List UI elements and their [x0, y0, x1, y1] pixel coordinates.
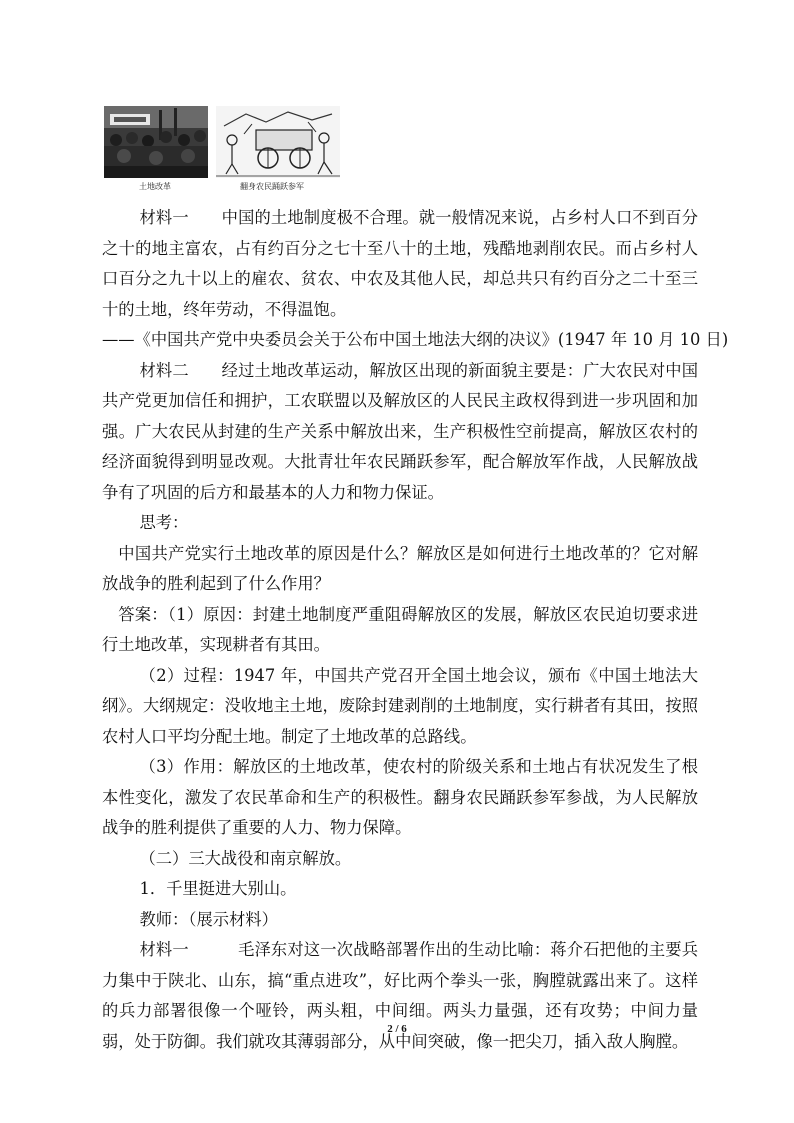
figure-group [104, 106, 344, 196]
citation: ——《中国共产党中央委员会关于公布中国土地法大纲的决议》(1947 年 10 月 10 日) [102, 330, 729, 349]
paragraph: （3）作用：解放区的土地改革，使农村的阶级关系和土地占有状况发生了根本性变化，激发了农民革命和生产的积极性。翻身农民踊跃参军参战，为人民解放战争的胜利提供了重要的人力、物力保障。 [102, 757, 698, 837]
paragraph: 材料二 经过土地改革运动，解放区出现的新面貌主要是：广大农民对中国共产党更加信任和拥护，工农联盟以及解放区的人民民主政权得到进一步巩固和加强。广大农民从封建的生产关系中解放出来，生产积极性空前提高，解放区农村的经济面貌得到明显改观。大批青壮年农民踊跃参军，配合解放军作战，人民解放战争有了巩固的后方和最基本的人力和物力保证。 [102, 360, 698, 502]
peasants-enlist-drawing [216, 106, 340, 178]
paragraph: 材料一 毛泽东对这一次战略部署作出的生动比喻：蒋介石把他的主要兵力集中于陕北、山东，搞“重点进攻”，好比两个拳头一张，胸膛就露出来了。这样的兵力部署很像一个哑铃，两头粗，中间细。两头力量强，还有攻势；中间力量弱，处于防御。我们就攻其薄弱部分，从中间突破，像一把尖刀，插入敌人胸膛。 [102, 940, 698, 1051]
paragraph: 中国共产党实行土地改革的原因是什么？解放区是如何进行土地改革的？它对解放战争的胜利起到了什么作用？ [102, 543, 698, 593]
paragraph: 教师：（展示材料） [139, 909, 278, 929]
paragraph: （二）三大战役和南京解放。 [139, 848, 352, 868]
paragraph: 材料一 中国的土地制度极不合理。就一般情况来说，占乡村人口不到百分之十的地主富农，占有约百分之七十至八十的土地，残酷地剥削农民。而占乡村人口百分之九十以上的雇农、贫农、中农及其他人民，却总共只有约百分之二十至三十的土地，终年劳动，不得温饱。 [102, 208, 698, 319]
paragraph: 1．千里挺进大别山。 [139, 879, 297, 898]
document-body [102, 203, 729, 1057]
left-figure-caption: 土地改革 [139, 182, 171, 191]
paragraph: 答案：（1）原因：封建土地制度严重阻碍解放区的发展，解放区农民迫切要求进行土地改革，实现耕者有其田。 [102, 604, 698, 654]
right-figure-caption: 翻身农民踊跃参军 [240, 182, 304, 191]
page-number: 2 / 6 [387, 1023, 407, 1035]
paragraph: （2）过程：1947 年，中国共产党召开全国土地会议，颁布《中国土地法大纲》。大纲规定：没收地主土地，废除封建剥削的土地制度，实行耕者有其田，按照农村人口平均分配土地。制定了土地改革的总路线。 [102, 665, 698, 746]
land-reform-photo [104, 106, 208, 178]
paragraph: 思考： [139, 513, 189, 532]
